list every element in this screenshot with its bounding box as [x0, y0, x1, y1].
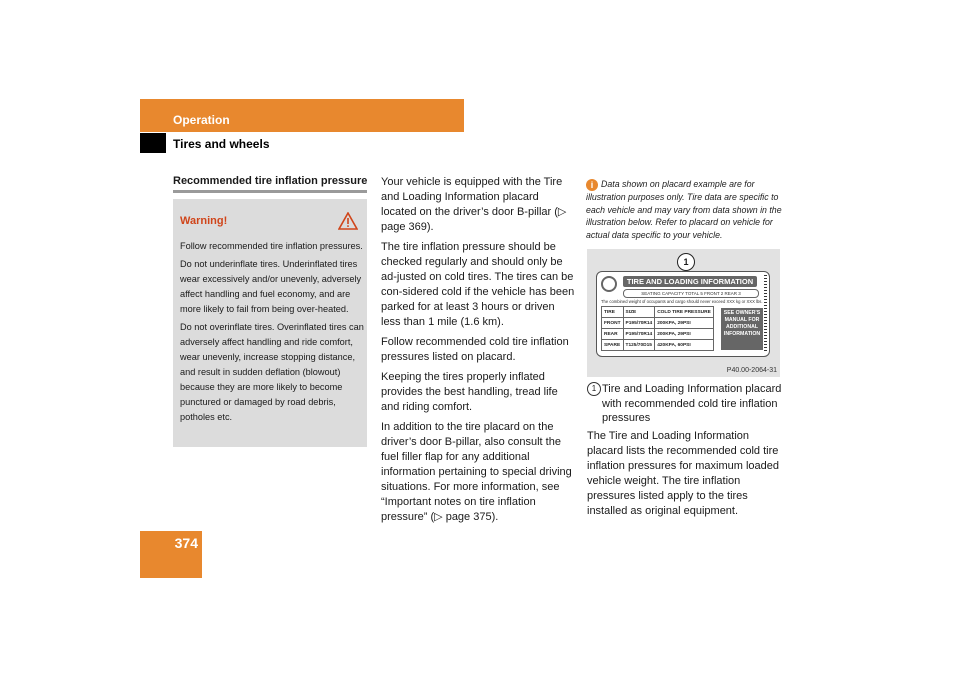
table-cell: 200KPA, 29PSI: [655, 318, 714, 329]
tire-icon: [601, 276, 617, 292]
warning-triangle-icon: [338, 212, 358, 230]
header-marker: [140, 133, 166, 153]
barcode: [764, 275, 767, 353]
body-paragraph: In addition to the tire placard on the driver’s door B-pillar, also consult the fuel filler flap for any additional information pertaining to special driving situations. For more information, see “Important notes on tire inflation pressure” (▷ page 375).: [381, 421, 572, 523]
table-cell: P195/70R14: [623, 318, 655, 329]
body-paragraph: The tire inflation pressure should be checked regularly and should only be ad-justed on cold tires. The tires can be con-sidered cold if the vehicle has been parked for at least 3 hours or driven less than 1 mile (1.6 km).: [381, 241, 575, 328]
table-row: [602, 329, 714, 340]
table-row: [602, 318, 714, 329]
table-cell: 420KPA, 60PSI: [655, 340, 714, 351]
tire-placard: [596, 271, 770, 357]
body-paragraph: The Tire and Loading Information placard lists the recommended cold tire inflation pressures for maximum loaded vehicle weight. The tire inflation pressures listed apply to the tires installed as original equipment.: [587, 430, 779, 517]
warning-paragraph: Do not overinflate tires. Overinflated tires can adversely affect handling and ride comfort, wear unevenly, increase stopping distance, and result in sudden deflation (blowout) because they are more likely to become punctured or damaged by road debris, potholes etc.: [180, 322, 364, 422]
legend-number: 1: [587, 382, 601, 396]
table-header-row: [602, 307, 714, 318]
body-paragraph: Keeping the tires properly inflated provides the best handling, tread life and riding comfort.: [381, 371, 558, 413]
warning-paragraph: Do not underinflate tires. Underinflated tires wear excessively and/or unevenly, adversely affect handling and fuel economy, and are more likely to fail from being over-heated.: [180, 259, 362, 314]
table-cell: 200KPA, 29PSI: [655, 329, 714, 340]
figure-legend: [587, 382, 783, 426]
table-cell: SIZE: [623, 307, 655, 318]
section-divider: [173, 190, 367, 193]
table-cell: FRONT: [602, 318, 624, 329]
figure-code: P40.00-2064-31: [726, 367, 777, 374]
info-icon: i: [586, 179, 598, 191]
placard-manual-note: SEE OWNER'S MANUAL FOR ADDITIONAL INFORMATION: [721, 308, 763, 350]
placard-capacity: SEATING CAPACITY TOTAL 5 FRONT 2 REAR 3: [623, 289, 759, 298]
table-cell: COLD TIRE PRESSURE: [655, 307, 714, 318]
table-cell: TIRE: [602, 307, 624, 318]
callout-number: 1: [677, 253, 695, 271]
warning-box: [173, 199, 367, 447]
table-cell: SPARE: [602, 340, 624, 351]
table-cell: P195/70R14: [623, 329, 655, 340]
table-cell: T125/70D15: [623, 340, 655, 351]
section-title: Recommended tire inflation pressure: [173, 175, 368, 187]
placard-title: TIRE AND LOADING INFORMATION: [623, 276, 757, 287]
header-title: Operation: [173, 113, 230, 127]
table-cell: REAR: [602, 329, 624, 340]
placard-table: [601, 306, 714, 351]
body-paragraph: Follow recommended cold tire inflation pressures listed on placard.: [381, 336, 569, 363]
legend-text: Tire and Loading Information placard with recommended cold tire inflation pressures: [602, 383, 782, 424]
body-column: [381, 175, 577, 530]
page-number: 374: [174, 535, 198, 551]
table-row: [602, 340, 714, 351]
header-subtitle: Tires and wheels: [173, 137, 270, 151]
info-note: [586, 178, 784, 242]
warning-text: [180, 239, 364, 428]
placard-weight-note: The combined weight of occupants and cargo should never exceed XXX kg or XXX lbs.: [601, 299, 763, 304]
body-paragraph: Your vehicle is equipped with the Tire and Loading Information placard located on the driver’s door B-pillar (▷ page 369).: [381, 176, 567, 233]
warning-title: Warning!: [180, 215, 228, 227]
info-note-text: Data shown on placard example are for illustration purposes only. Tire data are specific to each vehicle and may vary from data shown in the illustration below. Refer to placard on vehicle for actual data specific to your vehicle.: [586, 179, 782, 241]
warning-paragraph: Follow recommended tire inflation pressures.: [180, 241, 363, 251]
placard-illustration: [587, 249, 780, 377]
